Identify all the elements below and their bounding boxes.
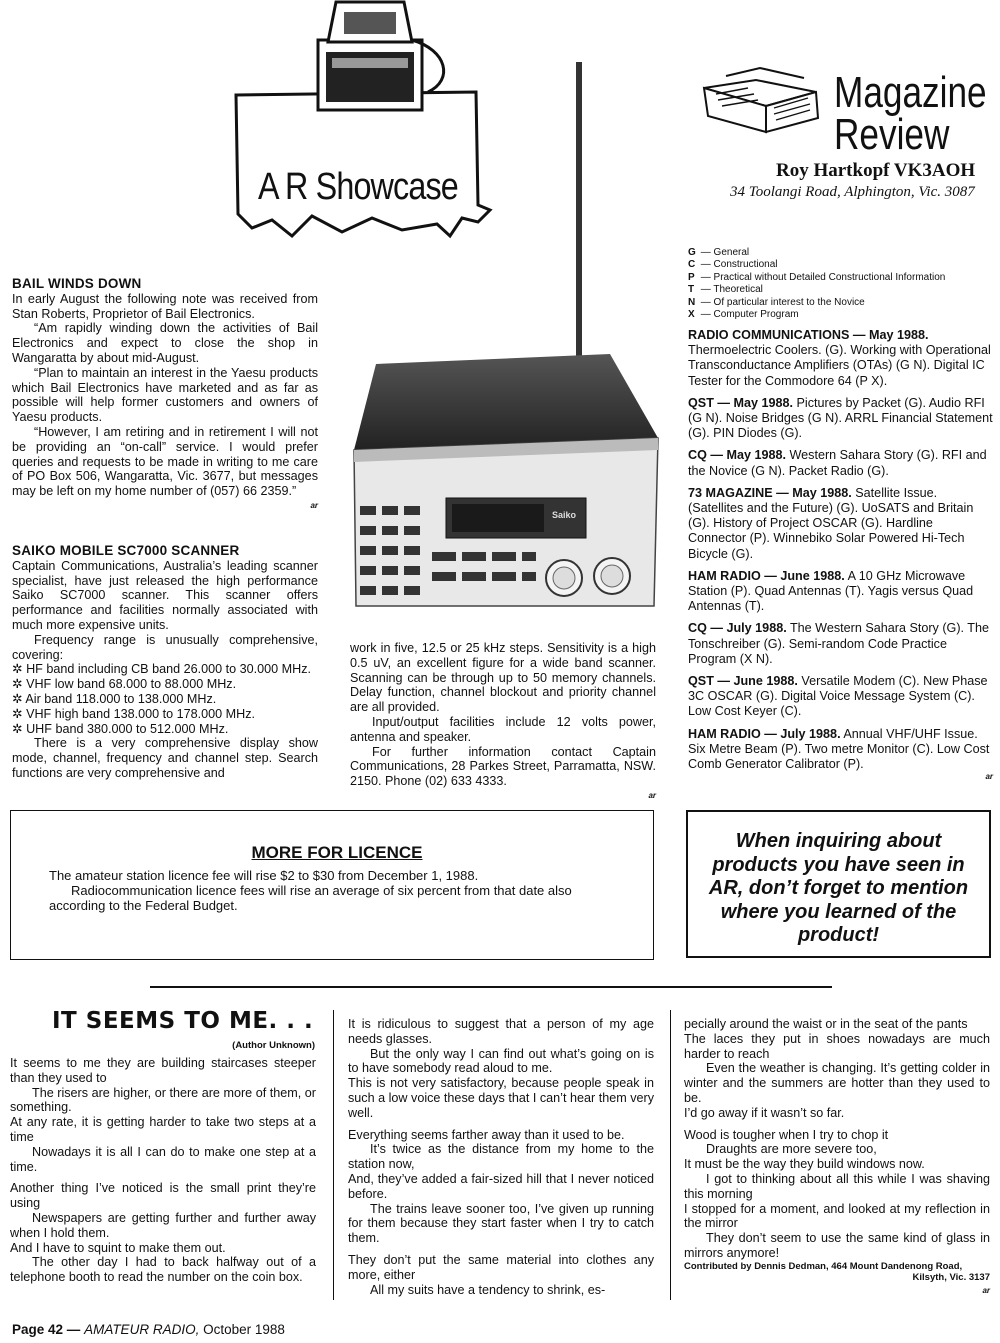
paragraph: The amateur station licence fee will rise $2 to $30 from December 1, 1988. xyxy=(49,868,479,883)
review-title-line1: Magazine xyxy=(834,68,987,117)
review-address: 34 Toolangi Road, Alphington, Vic. 3087 xyxy=(730,184,975,200)
paragraph: They don’t put the same material into clothes any more, either xyxy=(348,1252,654,1282)
paragraph: But the only way I can find out what’s going on is to have somebody read aloud to me. xyxy=(348,1046,654,1076)
paragraph: They don’t seem to use the same kind of glass in mirrors anymore! xyxy=(684,1231,990,1260)
paragraph: It seems to me they are building staircases steeper than they used to xyxy=(10,1056,316,1085)
end-mark: ar xyxy=(985,772,993,782)
promo-box xyxy=(686,810,991,958)
legend-item: N — Of particular interest to the Novice xyxy=(688,296,865,308)
contributed-line: Kilsyth, Vic. 3137 xyxy=(912,1272,990,1284)
paragraph: All my suits have a tendency to shrink, es- xyxy=(370,1282,606,1297)
paragraph: Draughts are more severe too, xyxy=(706,1142,877,1157)
column-divider xyxy=(670,1010,671,1300)
review-entry: CQ — July 1988. The Western Sahara Story (G). The Tonschreiber (G). Semi-random Code Practice Program (X N). xyxy=(688,621,989,666)
paragraph: “However, I am retiring and in retirement I will not be providing an “on-call” service. I would prefer queries and requests to be made in writing to me care of PO Box 506, Wangaratta, Vic. 3677, but messages may be left on my home number of (057) 66 2359.” xyxy=(12,424,318,499)
paragraph: There is a very comprehensive display show mode, channel, frequency and channel step. Search functions are very comprehensive and xyxy=(12,736,318,780)
seems-heading: IT SEEMS TO ME. . . xyxy=(52,1008,314,1034)
saiko-article xyxy=(12,544,318,781)
page-footer xyxy=(12,1322,412,1337)
paragraph: Everything seems farther away than it used to be. xyxy=(348,1127,625,1142)
paragraph: work in five, 12.5 or 25 kHz steps. Sensitivity is a high 0.5 uV, an excellent figure for a wide band scanner. Scanning can be through up to 50 memory channels. Delay function, channel blockout and priority channel are all provided. xyxy=(350,641,656,715)
scanner-photo xyxy=(340,58,660,618)
band-item: ✲ VHF low band 68.000 to 88.000 MHz. xyxy=(12,677,237,692)
section-divider xyxy=(150,986,832,988)
licence-heading: MORE FOR LICENCE xyxy=(251,843,423,862)
review-entry: CQ — May 1988. Western Sahara Story (G). RFI and the Novice (G N). Packet Radio (G). xyxy=(688,448,987,478)
paragraph: For further information contact Captain Communications, 28 Parkes Street, Parramatta, NSW. 2150. Phone (02) 633 4333. xyxy=(350,744,656,789)
paragraph: Another thing I’ve noticed is the small print they’re using xyxy=(10,1181,316,1211)
legend-item: C — Constructional xyxy=(688,259,778,271)
paragraph: The trains leave sooner too, I’ve given up running for them because they start faster when I try to catch them. xyxy=(348,1201,654,1246)
review-title xyxy=(834,68,987,159)
device-brand-label: Saiko xyxy=(552,510,577,520)
review-entry: QST — June 1988. Versatile Modem (C). New Phase 3C OSCAR (G). Digital Voice Message System (C). Low Cost Keyer (C). xyxy=(688,674,988,719)
legend-item: P — Practical without Detailed Constructional Information xyxy=(688,271,946,283)
column-divider xyxy=(333,1010,334,1300)
seems-column-1 xyxy=(10,1056,316,1285)
end-mark: ar xyxy=(310,500,318,510)
end-mark: ar xyxy=(982,1285,990,1295)
bail-article xyxy=(12,277,318,514)
paragraph: In early August the following note was received from Stan Roberts, Proprietor of Bail Electronics. xyxy=(12,291,318,321)
paragraph: “Plan to maintain an interest in the Yaesu products which Bail Electronics have marketed and as far as possible will help former customers and owners of Yaesu products. xyxy=(12,365,318,425)
band-item: ✲ Air band 118.000 to 138.000 MHz. xyxy=(12,691,217,706)
paragraph: pecially around the waist or in the seat of the pants xyxy=(684,1017,968,1031)
paragraph: Captain Communications, Australia’s leading scanner specialist, have just released the high performance Saiko SC7000 scanner. This scanner offers performance and facilities normally associated with much more expensive units. xyxy=(12,558,318,632)
publication-name: AMATEUR RADIO, xyxy=(84,1322,200,1337)
bail-heading: BAIL WINDS DOWN xyxy=(12,276,142,291)
page-number: Page 42 — xyxy=(12,1322,81,1337)
paragraph: It’s twice as the distance from my home to the station now, xyxy=(348,1142,654,1172)
paragraph: It is ridiculous to suggest that a person of my age needs glasses. xyxy=(348,1017,654,1046)
saiko-article-continued xyxy=(350,641,656,804)
paragraph: Nowadays it is all I can do to make one step at a time. xyxy=(10,1144,316,1174)
band-item: ✲ UHF band 380.000 to 512.000 MHz. xyxy=(12,721,229,736)
paragraph: I’d go away if it wasn’t so far. xyxy=(684,1105,845,1120)
seems-column-3 xyxy=(684,1017,990,1299)
paragraph: And, they’ve added a fair-sized hill that I never noticed before. xyxy=(348,1171,654,1201)
review-entry: QST — May 1988. Pictures by Packet (G). Audio RFI (G N). Noise Bridges (G N). ARRL Financial Statement (G). PIN Diodes (G). xyxy=(688,395,993,441)
paragraph: This is not very satisfactory, because people speak in such a low voice these days that I can’t hear them very well. xyxy=(348,1076,654,1120)
review-entry: HAM RADIO — July 1988. Annual VHF/UHF Issue. Six Metre Beam (P). Two metre Monitor (C). Low Cost Comb Generator Calibrator (P). xyxy=(688,726,990,772)
legend-item: G — General xyxy=(688,247,750,258)
paragraph: And I have to squint to make them out. xyxy=(10,1240,226,1255)
paragraph: I got to thinking about all this while I was shaving this morning xyxy=(684,1171,990,1201)
review-entries xyxy=(688,328,993,781)
legend-item: T — Theoretical xyxy=(688,284,763,296)
review-entry: 73 MAGAZINE — May 1988. Satellite Issue. (Satellites and the Future) (G). UoSATS and Britain (G). History of Project OSCAR (G). Hardline Connector (P). Winnebiko Solar Powered Hi-Tech Bicycle (G). xyxy=(688,485,974,561)
promo-text: When inquiring about products you have seen in AR, don’t forget to mention where you learned of the product! xyxy=(708,830,969,946)
legend-item: X — Computer Program xyxy=(688,309,799,321)
paragraph: The other day I had to back halfway out of a telephone booth to read the number on the coin box. xyxy=(10,1255,316,1285)
paragraph: At any rate, it is getting harder to take two steps at a time xyxy=(10,1115,316,1144)
contributed-line: Contributed by Dennis Dedman, 464 Mount Dandenong Road, xyxy=(684,1260,963,1272)
review-author: Roy Hartkopf VK3AOH xyxy=(776,160,976,181)
paragraph: It must be the way they build windows now. xyxy=(684,1157,925,1172)
saiko-heading: SAIKO MOBILE SC7000 SCANNER xyxy=(12,543,240,558)
paragraph: Even the weather is changing. It’s getting colder in winter and the summers are hotter than they used to be. xyxy=(684,1061,990,1105)
review-title-line2: Review xyxy=(834,110,950,159)
review-entry: HAM RADIO — June 1988. A 10 GHz Microwave Station (P). Quad Antennas (T). Yagis versus Quad Antennas (T). xyxy=(688,568,974,614)
review-entry: RADIO COMMUNICATIONS — May 1988. Thermoelectric Coolers. (G). Working with Operational Transconductance Amplifiers (OTAs) (G N). Digital IC Tester for the Commodore 64 (P X). xyxy=(688,328,991,388)
paragraph: Radiocommunication licence fees will rise an average of six percent from that date also according to the Federal Budget. xyxy=(49,882,572,913)
paragraph: Input/output facilities include 12 volts power, antenna and speaker. xyxy=(350,714,656,744)
paragraph: Frequency range is unusually comprehensive, covering: xyxy=(12,632,318,662)
end-mark: ar xyxy=(648,790,656,800)
licence-box xyxy=(10,810,654,960)
review-legend xyxy=(688,247,993,321)
band-item: ✲ HF band including CB band 26.000 to 30.000 MHz. xyxy=(12,662,312,677)
issue-date: October 1988 xyxy=(203,1322,285,1337)
paragraph: Wood is tougher when I try to chop it xyxy=(684,1127,889,1142)
band-item: ✲ VHF high band 138.000 to 178.000 MHz. xyxy=(12,706,256,721)
paragraph: Newspapers are getting further and further away when I hold them. xyxy=(10,1210,316,1240)
seems-byline: (Author Unknown) xyxy=(232,1040,315,1051)
paragraph: The risers are higher, or there are more of them, or something. xyxy=(10,1085,316,1115)
magazine-icon xyxy=(696,58,826,138)
paragraph: I stopped for a moment, and looked at my reflection in the mirror xyxy=(684,1201,990,1231)
showcase-title: A R Showcase xyxy=(258,166,458,208)
paragraph: “Am rapidly winding down the activities of Bail Electronics and expect to close the shop in Wangaratta by about mid-August. xyxy=(12,321,318,365)
paragraph: The laces they put in shoes nowadays are much harder to reach xyxy=(684,1031,990,1061)
seems-column-2 xyxy=(348,1017,654,1297)
